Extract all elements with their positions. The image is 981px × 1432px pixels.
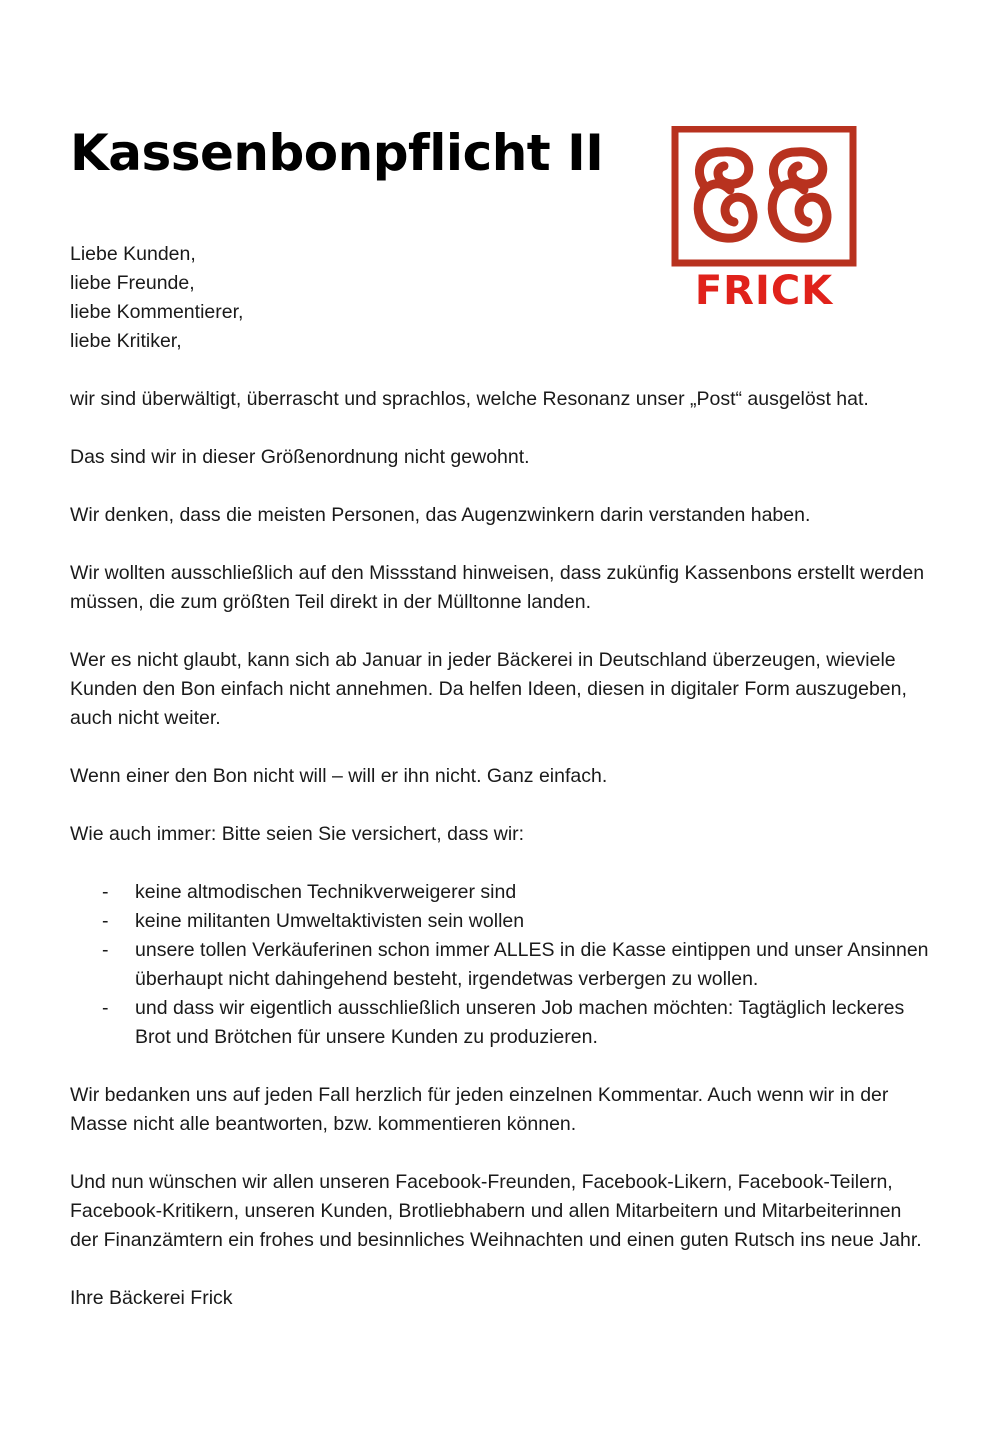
paragraph: Und nun wünschen wir allen unseren Facebook-Freunden, Facebook-Likern, Facebook-Teilern, Facebook-Kritikern, unseren Kunden, Brotliebhabern und allen Mitarbeitern und Mitarbeiterinnen der Finanzämtern ein frohes und besinnliches Weihnachten und einen guten Rutsch ins neue Jahr. xyxy=(70,1171,922,1251)
list-item xyxy=(70,878,930,907)
bullet-dash: - xyxy=(102,881,109,903)
list-item-text: und dass wir eigentlich ausschließlich unseren Job machen möchten: Tagtäglich leckeres Brot und Brötchen für unsere Kunden zu produzieren. xyxy=(135,997,905,1048)
greeting-line: liebe Kritiker, xyxy=(70,330,182,352)
list-item-text: keine militanten Umweltaktivisten sein wollen xyxy=(135,910,525,932)
greeting-line: liebe Freunde, xyxy=(70,272,195,294)
paragraph: Das sind wir in dieser Größenordnung nicht gewohnt. xyxy=(70,446,530,468)
paragraph: Wir denken, dass die meisten Personen, das Augenzwinkern darin verstanden haben. xyxy=(70,504,811,526)
logo-wordmark: FRICK xyxy=(694,268,834,310)
paragraph: Wir bedanken uns auf jeden Fall herzlich für jeden einzelnen Kommentar. Auch wenn wir in der Masse nicht alle beantworten, bzw. kommentieren können. xyxy=(70,1084,889,1135)
list-item xyxy=(70,994,930,1052)
list-item-text: unsere tollen Verkäuferinen schon immer ALLES in die Kasse eintippen und unser Ansinnen überhaupt nicht dahingehend besteht, irgendetwas verbergen zu wollen. xyxy=(135,939,929,990)
paragraph: wir sind überwältigt, überrascht und sprachlos, welche Resonanz unser „Post“ ausgelöst hat. xyxy=(70,388,869,410)
greeting-line: liebe Kommentierer, xyxy=(70,301,244,323)
signature: Ihre Bäckerei Frick xyxy=(70,1287,233,1309)
letter-body xyxy=(70,240,930,1313)
bullet-dash: - xyxy=(102,910,109,932)
list-item xyxy=(70,907,930,936)
paragraph: Wir wollten ausschließlich auf den Missstand hinweisen, dass zukünfig Kassenbons erstellt werden müssen, die zum größten Teil direkt in der Mülltonne landen. xyxy=(70,562,925,613)
greeting-line: Liebe Kunden, xyxy=(70,243,196,265)
list-item-text: keine altmodischen Technikverweigerer sind xyxy=(135,881,517,903)
paragraph: Wenn einer den Bon nicht will – will er ihn nicht. Ganz einfach. xyxy=(70,765,608,787)
bullet-dash: - xyxy=(102,997,109,1019)
paragraph: Wer es nicht glaubt, kann sich ab Januar in jeder Bäckerei in Deutschland überzeugen, wieviele Kunden den Bon einfach nicht annehmen. Da helfen Ideen, diesen in digitaler Form auszugeben, auch nicht weiter. xyxy=(70,649,907,729)
document-title: Kassenbonpflicht II xyxy=(70,124,604,182)
bullet-list xyxy=(70,878,930,1052)
paragraph: Wie auch immer: Bitte seien Sie versichert, dass wir: xyxy=(70,823,525,845)
list-item xyxy=(70,936,930,994)
greeting xyxy=(70,240,930,356)
bullet-dash: - xyxy=(102,939,109,961)
